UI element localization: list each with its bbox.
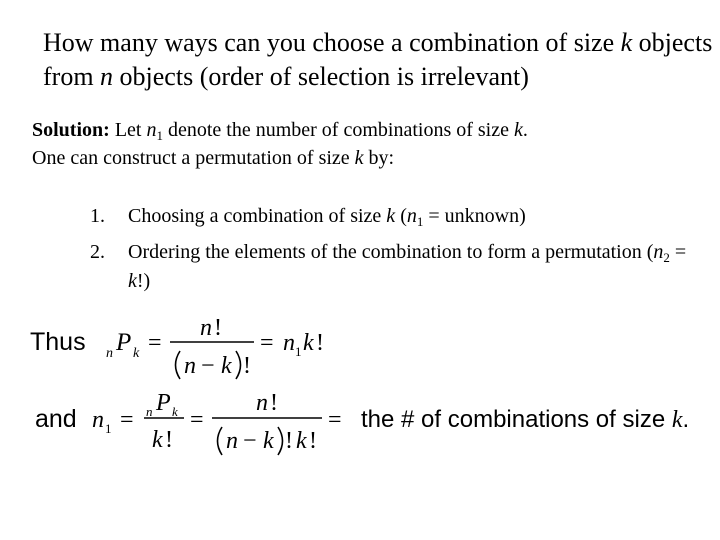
- eq2-den-fact: !: [165, 427, 173, 453]
- eq2-pre-sub-n: n: [146, 404, 153, 419]
- eq1-rhs-sub-1: 1: [295, 344, 302, 359]
- solution-text: by:: [363, 147, 395, 169]
- thus-label: Thus: [30, 328, 86, 356]
- eq2-num-fact: !: [270, 390, 278, 416]
- eq2-den-fact3: !: [309, 428, 317, 454]
- eq2-equals: =: [120, 407, 134, 433]
- eq1-den-n: n: [184, 353, 196, 379]
- equation-and: [35, 390, 689, 455]
- eq2-left-paren: [218, 427, 223, 455]
- eq1-P: P: [116, 329, 132, 356]
- eq2-den-fact2: !: [285, 428, 293, 454]
- title-text: objects from: [43, 28, 713, 91]
- list-number: 1.: [90, 205, 105, 227]
- step-text: (: [395, 205, 407, 227]
- step-var-k: k: [386, 205, 396, 227]
- eq2-sub-1: 1: [105, 421, 112, 436]
- step-subscript: 2: [663, 249, 670, 265]
- list-number: 2.: [90, 241, 105, 263]
- solution-var-n: n: [146, 119, 157, 141]
- eq2-den-k3: k: [296, 428, 307, 454]
- title-text: How many ways can you choose a combination of size: [43, 28, 621, 57]
- title-var-n: n: [100, 62, 114, 91]
- title-var-k: k: [620, 28, 633, 57]
- eq1-num-fact: !: [214, 315, 222, 341]
- solution-text: One can construct a permutation of size: [32, 147, 355, 169]
- eq2-den-minus: −: [243, 428, 257, 454]
- step-text: Choosing a combination of size: [128, 205, 387, 227]
- eq1-sub-k: k: [133, 346, 140, 361]
- solution-text: denote the number of combinations of size: [162, 119, 514, 141]
- solution-var-k: k: [354, 147, 364, 169]
- eq1-rhs-fact: !: [316, 330, 324, 356]
- step-text: =: [669, 241, 687, 263]
- eq2-equals-2: =: [190, 407, 204, 433]
- eq2-equals-3: =: [328, 407, 342, 433]
- eq1-right-paren: [236, 351, 241, 379]
- step-text: = unknown): [423, 205, 526, 227]
- eq1-rhs-n: n: [283, 330, 295, 356]
- step-text: !): [136, 270, 151, 292]
- equation-thus: [30, 315, 324, 379]
- eq2-result-period: .: [682, 406, 690, 433]
- and-label: and: [35, 405, 77, 433]
- step-text: Ordering the elements of the combination to form a permutation (: [128, 241, 654, 263]
- step-var-n: n: [653, 241, 664, 263]
- eq1-den-minus: −: [201, 353, 215, 379]
- eq2-den-n: n: [226, 428, 238, 454]
- eq1-den-k: k: [221, 353, 232, 379]
- solution-subscript: 1: [156, 127, 163, 143]
- eq1-equals-2: =: [260, 330, 274, 356]
- eq1-left-paren: [176, 351, 181, 379]
- step-var-k: k: [128, 270, 137, 292]
- eq2-P: P: [156, 390, 171, 416]
- eq2-right-paren: [278, 427, 283, 455]
- solution-label: Solution:: [32, 119, 110, 141]
- solution-text: .: [522, 119, 528, 141]
- eq1-rhs-k: k: [303, 330, 314, 356]
- step-var-n: n: [406, 205, 417, 227]
- step-subscript: 1: [416, 213, 424, 229]
- solution-text: Let: [109, 119, 147, 141]
- eq2-den-k: k: [152, 427, 163, 453]
- eq2-n: n: [92, 407, 104, 433]
- eq2-result-k: k: [671, 407, 683, 433]
- eq1-den-fact: !: [243, 353, 251, 379]
- eq2-result: [361, 406, 689, 433]
- solution-var-k: k: [513, 119, 523, 141]
- title-text: objects (order of selection is irrelevant): [113, 62, 529, 91]
- eq1-num-n: n: [200, 315, 212, 341]
- eq2-num-n: n: [256, 390, 268, 416]
- eq2-result-text: the # of combinations of size: [361, 406, 672, 433]
- eq2-sub-k: k: [172, 404, 178, 419]
- eq1-equals: =: [148, 330, 162, 356]
- eq2-den-k2: k: [263, 428, 274, 454]
- eq1-pre-sub-n: n: [106, 346, 113, 361]
